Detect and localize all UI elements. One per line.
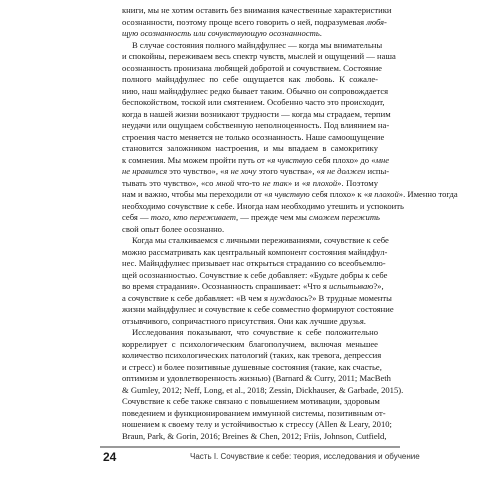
text-line	[122, 212, 378, 224]
text-line	[122, 235, 389, 247]
text-run: коррелирует с психологическим благополучием, включая меньшее	[122, 338, 378, 349]
text-run: оптимизм и удовлетворенность жизнью) (Barnard & Curry, 2011; MacBeth	[122, 373, 391, 383]
italic-text: я чувствую	[268, 189, 310, 199]
text-line	[122, 131, 385, 144]
text-run: щей осознанностью. Сочувствие к себе добавляет: «Будьте добры к себе	[122, 269, 388, 280]
text-run: во время страдания». Осознанность спрашивает: «Что я	[122, 281, 330, 291]
text-run: и стресс) и более позитивные душевные состояния (такие, как счастье,	[122, 361, 382, 372]
italic-text: того, кто переживает	[150, 212, 236, 222]
text-run: Исследования показывают, что сочувствие к себе положительно	[132, 327, 378, 337]
text-line	[122, 269, 388, 282]
page-text	[122, 5, 458, 442]
text-line	[122, 5, 392, 17]
paragraph	[122, 5, 392, 40]
text-line	[122, 304, 394, 316]
text-run: становится заложником настроения, и мы впадаем в самокритику	[122, 143, 378, 153]
text-line	[122, 350, 382, 362]
text-run: строения часто меняется не только осознанность. Наше самоощущение	[122, 131, 385, 142]
text-line	[122, 327, 378, 339]
text-line	[122, 224, 378, 236]
text-run: Сочувствие к себе также связано с повышением мотивации, здоровым	[122, 396, 380, 406]
text-run: себя плохо» до «	[312, 154, 376, 165]
text-line	[122, 373, 391, 385]
text-run: полного майндфулнес по себе ощущается как любовь. К сожале-	[122, 74, 378, 84]
page-number: 24	[103, 450, 117, 464]
paragraph	[122, 235, 394, 327]
text-run: ?»,	[373, 281, 384, 291]
text-run: беспокойством, тоской или смятением. Особенно часто это происходит,	[122, 97, 385, 107]
running-head: Часть I. Сочувствие к себе: теория, исследования и обучение	[190, 452, 420, 461]
text-line	[122, 292, 392, 305]
text-line	[122, 120, 390, 132]
italic-text: мной	[215, 177, 235, 188]
text-line	[122, 339, 378, 351]
text-line	[122, 407, 386, 420]
text-run: испы-	[365, 166, 390, 176]
italic-text: я чувствую	[271, 154, 313, 165]
text-run: свой опыт более осознанно.	[122, 223, 225, 234]
paragraph	[122, 39, 458, 236]
text-run: нию, наш майндфулнес редко бывает таким. Обычно он сопровождается	[122, 85, 389, 96]
text-run: ». Поэтому	[337, 177, 378, 188]
text-run: книги, мы не хотим оставить без внимания качественные характеристики	[122, 5, 392, 15]
text-run: а сочувствие к себе добавляет: «В чем я	[122, 292, 271, 303]
italic-text: любя-	[366, 16, 387, 27]
text-line	[122, 28, 378, 40]
footer-rule	[100, 446, 400, 448]
text-line	[122, 74, 378, 86]
text-run: & Gumley, 2012; Neff, Long, et al., 2018; Zessin, Dickhauser, & Garbade, 2015).	[122, 384, 404, 395]
text-run: себя —	[122, 212, 151, 222]
text-run: тывать это чувство», «со	[122, 177, 216, 188]
text-line	[122, 85, 389, 98]
text-line	[122, 246, 388, 259]
text-run: осознанность пронизана любящей добротой и сочувствием. Состояние	[122, 62, 382, 73]
italic-text: испытываю	[329, 281, 374, 291]
italic-text: нуждаюсь	[270, 292, 309, 303]
text-line	[122, 51, 396, 63]
text-line	[122, 316, 378, 328]
text-run: себя плохо» к «	[309, 189, 369, 199]
text-run: отзывчивого, сопричастного присутствия. Они как лучшие друзья.	[122, 315, 366, 326]
paragraph	[122, 327, 404, 442]
text-run: поведением и функционированием иммунной системы, позитивным от-	[122, 407, 386, 418]
text-run: ». Именно тогда	[398, 189, 458, 199]
italic-text: я плохой	[368, 189, 399, 199]
text-line	[122, 62, 382, 75]
text-line	[122, 281, 384, 293]
text-line	[122, 154, 390, 167]
text-line	[122, 16, 387, 29]
text-line	[122, 419, 392, 431]
text-line	[122, 430, 387, 443]
text-run: можно рассматривать как центральный компонент состояния майндфул-	[122, 246, 388, 257]
italic-text: я не должен	[320, 166, 366, 176]
text-line	[122, 258, 386, 270]
text-run: Braun, Park, & Gorin, 2016; Breines & Chen, 2012; Friis, Johnson, Cutfield,	[122, 430, 387, 441]
text-run: нам и важно, чтобы мы переходили от «	[122, 189, 269, 199]
text-run: ?» В трудные моменты	[308, 292, 392, 303]
text-line	[122, 200, 404, 213]
text-run: неудачи или ощущаем собственную неполноценность. Под влиянием на-	[122, 120, 390, 130]
text-line	[122, 396, 378, 408]
text-line	[122, 108, 391, 121]
text-run: .	[319, 28, 322, 38]
italic-text: мне	[375, 154, 390, 165]
text-line	[122, 361, 382, 374]
text-run: к сомнения. Мы можем пройти путь от «	[122, 154, 272, 165]
text-run: , — прежде чем мы	[235, 212, 310, 222]
italic-text: я не хочу	[224, 166, 257, 176]
text-run: ношением к своему телу и устойчивостью к стрессу (Allen & Leary, 2010;	[122, 419, 392, 429]
text-run: жизни майндфулнес и сочувствие к себе совместно формируют состояние	[122, 304, 394, 314]
text-run: когда в нашей жизни возникают трудности — когда мы страдаем, терпим	[122, 108, 391, 119]
text-line	[122, 178, 378, 190]
text-run: этого чувства», «	[256, 166, 321, 176]
text-run: В случае состояния полного майндфулнес — когда мы внимательны	[132, 39, 383, 50]
text-run: Когда мы сталкиваемся с личными переживаниями, сочувствие к себе	[132, 235, 389, 245]
text-run: и спокойны, переживаем весь спектр чувств, мыслей и ощущений — наша	[122, 51, 396, 61]
text-line	[122, 384, 404, 397]
text-line	[122, 39, 383, 52]
italic-text: щую осознанность или сочувствующую осознанность	[122, 28, 320, 38]
text-line	[122, 189, 458, 201]
text-line	[122, 143, 378, 155]
italic-text: сможем пережить	[309, 212, 380, 222]
text-run: что-то	[234, 177, 263, 188]
text-run: осознанности, поэтому проще всего говорить о ней, подразумевая	[122, 16, 367, 27]
italic-text: не так	[262, 177, 288, 188]
italic-text: не нравится	[122, 166, 168, 176]
text-run: количество психологических патологий (таких, как тревога, депрессия	[122, 350, 382, 360]
text-run: нес. Майндфулнес призывает нас открыться страданию со всеобъемлю-	[122, 258, 386, 268]
text-run: » и «	[287, 177, 307, 188]
text-line	[122, 97, 385, 109]
text-line	[122, 166, 390, 178]
text-run: это чувство», «	[167, 166, 225, 176]
text-run: необходимо сочувствие к себе. Иногда нам необходимо утешить и успокоить	[122, 200, 404, 211]
italic-text: я плохой	[306, 177, 338, 188]
